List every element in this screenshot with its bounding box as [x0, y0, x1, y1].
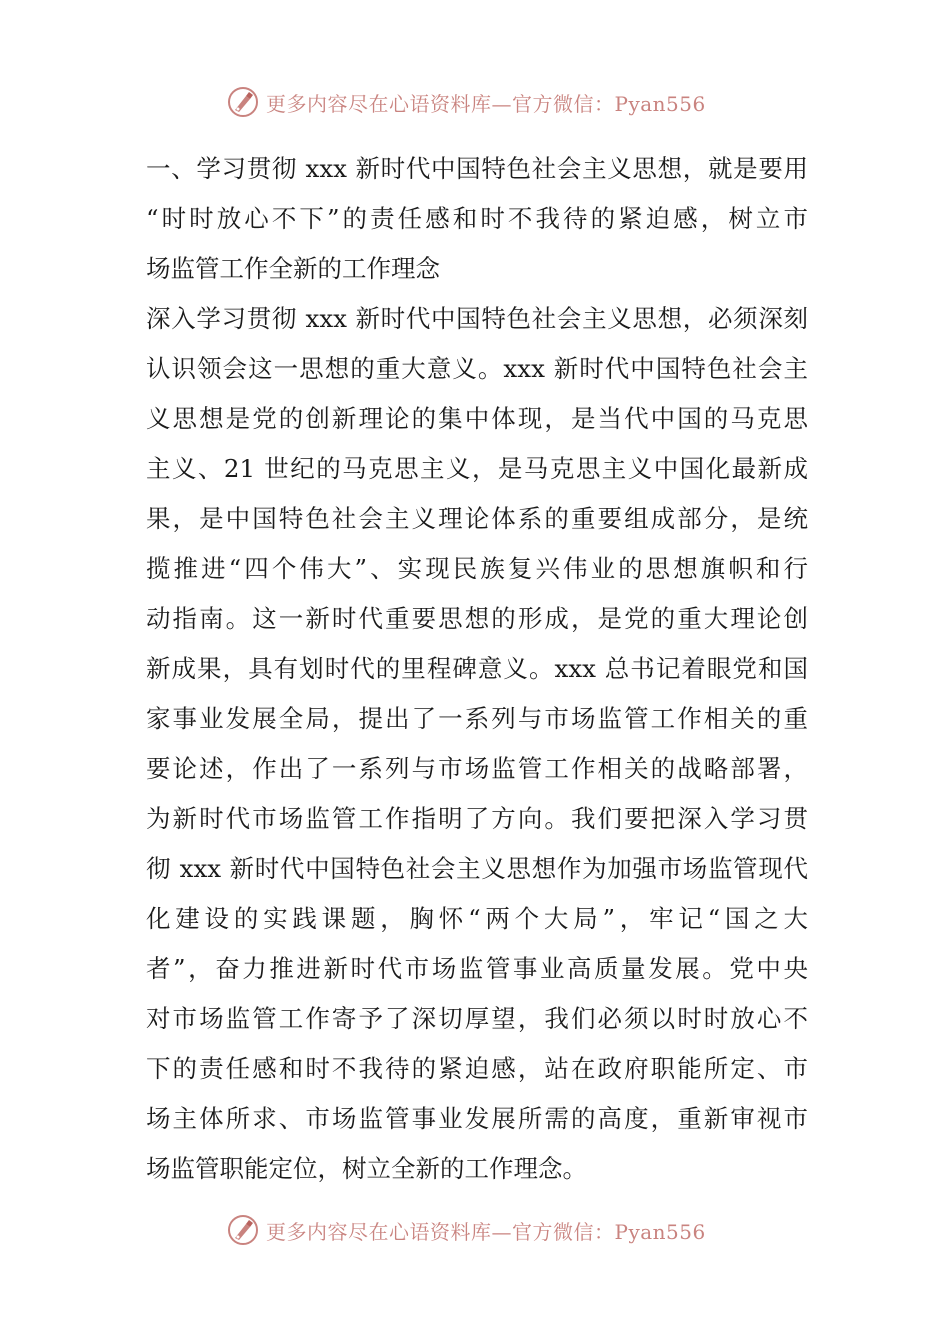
pen-nib-in-circle-icon [226, 85, 260, 119]
paragraph-line: 对市场监管工作寄予了深切厚望，我们必须以时时放心不 [146, 1004, 808, 1033]
section-heading [146, 144, 808, 294]
paragraph-line: 彻 xxx 新时代中国特色社会主义思想作为加强市场监管现代 [146, 854, 808, 883]
paragraph-line: 下的责任感和时不我待的紧迫感，站在政府职能所定、市 [146, 1054, 808, 1083]
heading-line: 场监管工作全新的工作理念 [146, 254, 440, 283]
paragraph-line: 主义、21 世纪的马克思主义，是马克思主义中国化最新成 [146, 454, 808, 483]
heading-line: “时时放心不下”的责任感和时不我待的紧迫感，树立市 [146, 204, 808, 233]
paragraph-line: 深入学习贯彻 xxx 新时代中国特色社会主义思想，必须深刻 [146, 304, 808, 333]
paragraph-line: 化建设的实践课题，胸怀“两个大局”，牢记“国之大 [146, 904, 808, 933]
paragraph-line: 新成果，具有划时代的里程碑意义。xxx 总书记着眼党和国 [146, 654, 808, 683]
paragraph-line: 揽推进“四个伟大”、实现民族复兴伟业的思想旗帜和行 [146, 554, 808, 583]
heading-line: 一、学习贯彻 xxx 新时代中国特色社会主义思想，就是要用 [146, 154, 808, 183]
paragraph-line: 认识领会这一思想的重大意义。xxx 新时代中国特色社会主 [146, 354, 808, 383]
paragraph-line: 动指南。这一新时代重要思想的形成，是党的重大理论创 [146, 604, 808, 633]
paragraph-line: 为新时代市场监管工作指明了方向。我们要把深入学习贯 [146, 804, 808, 833]
paragraph-line: 家事业发展全局，提出了一系列与市场监管工作相关的重 [146, 704, 808, 733]
watermark-footer [226, 1210, 706, 1250]
paragraph-line: 果，是中国特色社会主义理论体系的重要组成部分，是统 [146, 504, 808, 533]
watermark-header [226, 82, 706, 122]
pen-nib-in-circle-icon [226, 1213, 260, 1247]
paragraph-line: 者”，奋力推进新时代市场监管事业高质量发展。党中央 [146, 954, 808, 983]
paragraph-line: 义思想是党的创新理论的集中体现，是当代中国的马克思 [146, 404, 808, 433]
paragraph-line: 场监管职能定位，树立全新的工作理念。 [146, 1154, 587, 1183]
watermark-text: 更多内容尽在心语资料库—官方微信：Pyan556 [266, 1219, 706, 1244]
body-paragraph [146, 294, 808, 1194]
paragraph-line: 要论述，作出了一系列与市场监管工作相关的战略部署， [146, 754, 808, 783]
watermark-text: 更多内容尽在心语资料库—官方微信：Pyan556 [266, 91, 706, 116]
document-body [146, 144, 808, 1194]
paragraph-line: 场主体所求、市场监管事业发展所需的高度，重新审视市 [146, 1104, 808, 1133]
